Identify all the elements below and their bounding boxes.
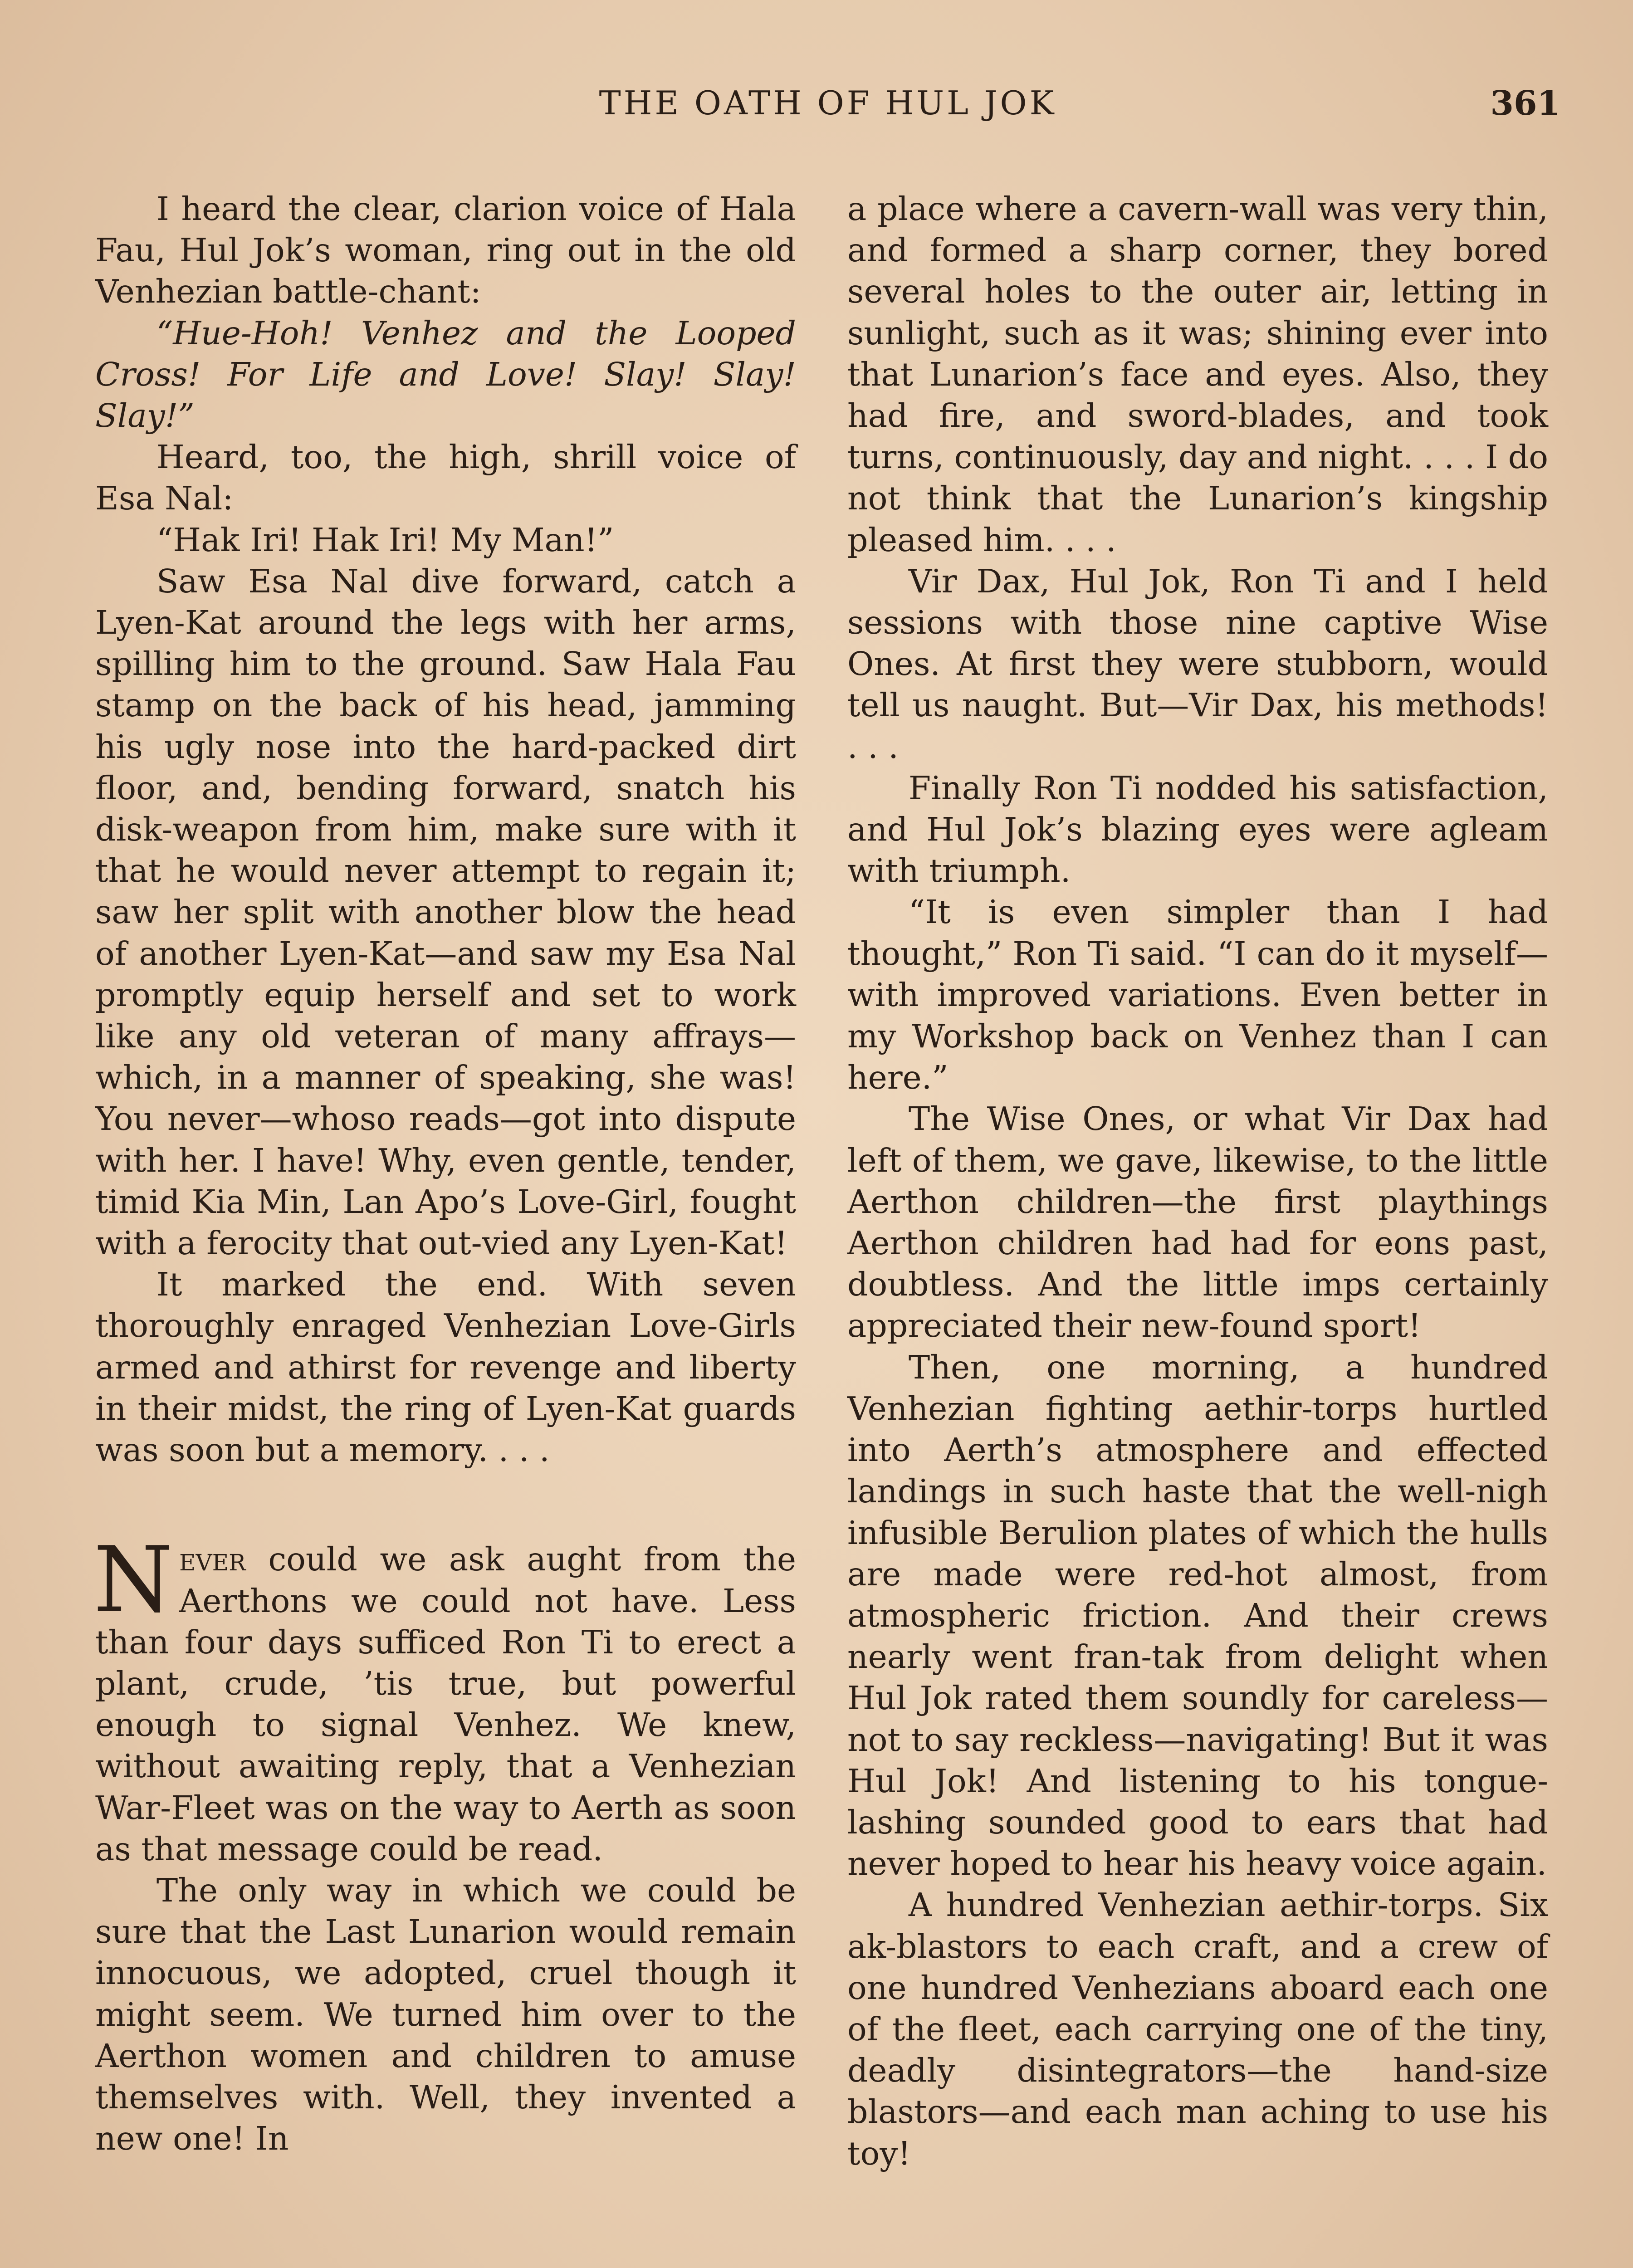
drop-cap: N — [93, 1527, 173, 1633]
paragraph: Then, one morning, a hundred Venhezian fighting aethir-torps hurtled into Aerth’s atmosphere and effected landings in such haste that the well-nigh infusible Berulion plates of which the hulls are made were red-hot almost, from atmospheric friction. And their crews nearly went fran-tak from delight when Hul Jok rated them soundly for careless—not to say reckless—navigating! But it was Hul Jok! And listening to his tongue-lashing sounded good to ears that had never hoped to hear his heavy voice again. — [847, 1348, 1548, 1883]
section-opening-paragraph — [93, 1527, 796, 1870]
running-title: THE OATH OF HUL JOK — [599, 84, 1057, 122]
left-column — [95, 188, 796, 2159]
paragraph: The Wise Ones, or what Vir Dax had left of them, we gave, likewise, to the little Aerthon children—the first playthings Aerthon children had had for eons past, doubtless. And the little imps certainly appreciated their new-found sport! — [847, 1100, 1548, 1345]
small-caps-lead: ever — [179, 1540, 246, 1579]
battle-chant: “Hue-Hoh! Venhez and the Looped Cross! For Life and Love! Slay! Slay! Slay!” — [95, 314, 796, 435]
right-column — [847, 188, 1548, 2174]
paragraph: It marked the end. With seven thoroughly enraged Venhezian Love-Girls armed and athirst for revenge and liberty in their midst, the ring of Lyen-Kat guards was soon but a memory. . . . — [95, 1266, 796, 1469]
paragraph: Heard, too, the high, shrill voice of Esa Nal: — [95, 438, 796, 518]
paragraph: Vir Dax, Hul Jok, Ron Ti and I held sessions with those nine captive Wise Ones. At first they were stubborn, would tell us naught. But—Vir Dax, his methods! . . . — [847, 562, 1548, 766]
paragraph-text: could we ask aught from the Aerthons we could not have. Less than four days sufficed Ron Ti to erect a plant, crude, ’tis true, but powerful enough to signal Venhez. We knew, without awaiting reply, that a Venhezian War-Fleet was on the way to Aerth as soon as that message could be read. — [95, 1540, 796, 1868]
paragraph: A hundred Venhezian aethir-torps. Six ak-blastors to each craft, and a crew of one hundred Venhezians aboard each one of the fleet, each carrying one of the tiny, deadly disintegrators—the hand-size blastors—and each man aching to use his toy! — [847, 1886, 1548, 2172]
page-number: 361 — [1490, 84, 1560, 123]
paragraph: I heard the clear, clarion voice of Hala Fau, Hul Jok’s woman, ring out in the old Venhezian battle-chant: — [95, 190, 796, 311]
paragraph-continued: a place where a cavern-wall was very thin, and formed a sharp corner, they bored several holes to the outer air, letting in sunlight, such as it was; shining ever into that Lunarion’s face and eyes. Also, they had fire, and sword-blades, and took turns, continuously, day and night. . . . I do not think that the Lunarion’s kingship pleased him. . . . — [847, 190, 1548, 559]
paragraph: Finally Ron Ti nodded his satisfaction, and Hul Jok’s blazing eyes were agleam with triumph. — [847, 769, 1548, 890]
paragraph: “It is even simpler than I had thought,” Ron Ti said. “I can do it myself—with improved variations. Even better in my Workshop back on Venhez than I can here.” — [847, 893, 1548, 1097]
page-header — [95, 84, 1560, 134]
paragraph: Saw Esa Nal dive forward, catch a Lyen-Kat around the legs with her arms, spilling him to the ground. Saw Hala Fau stamp on the back of his head, jamming his ugly nose into the hard-packed dirt floor, and, bending forward, snatch his disk-weapon from him, make sure with it that he would never attempt to regain it; saw her split with another blow the head of another Lyen-Kat—and saw my Esa Nal promptly equip herself and set to work like any old veteran of many affrays—which, in a manner of speaking, she was! You never—whoso reads—got into dispute with her. I have! Why, even gentle, tender, timid Kia Min, Lan Apo’s Love-Girl, fought with a ferocity that out-vied any Lyen-Kat! — [95, 562, 796, 1262]
quote-line: “Hak Iri! Hak Iri! My Man!” — [156, 521, 614, 559]
paragraph: The only way in which we could be sure that the Last Lunarion would remain innocuous, we adopted, cruel though it might seem. We turned him over to the Aerthon women and children to amuse themselves with. Well, they invented a new one! In — [95, 1871, 796, 2158]
